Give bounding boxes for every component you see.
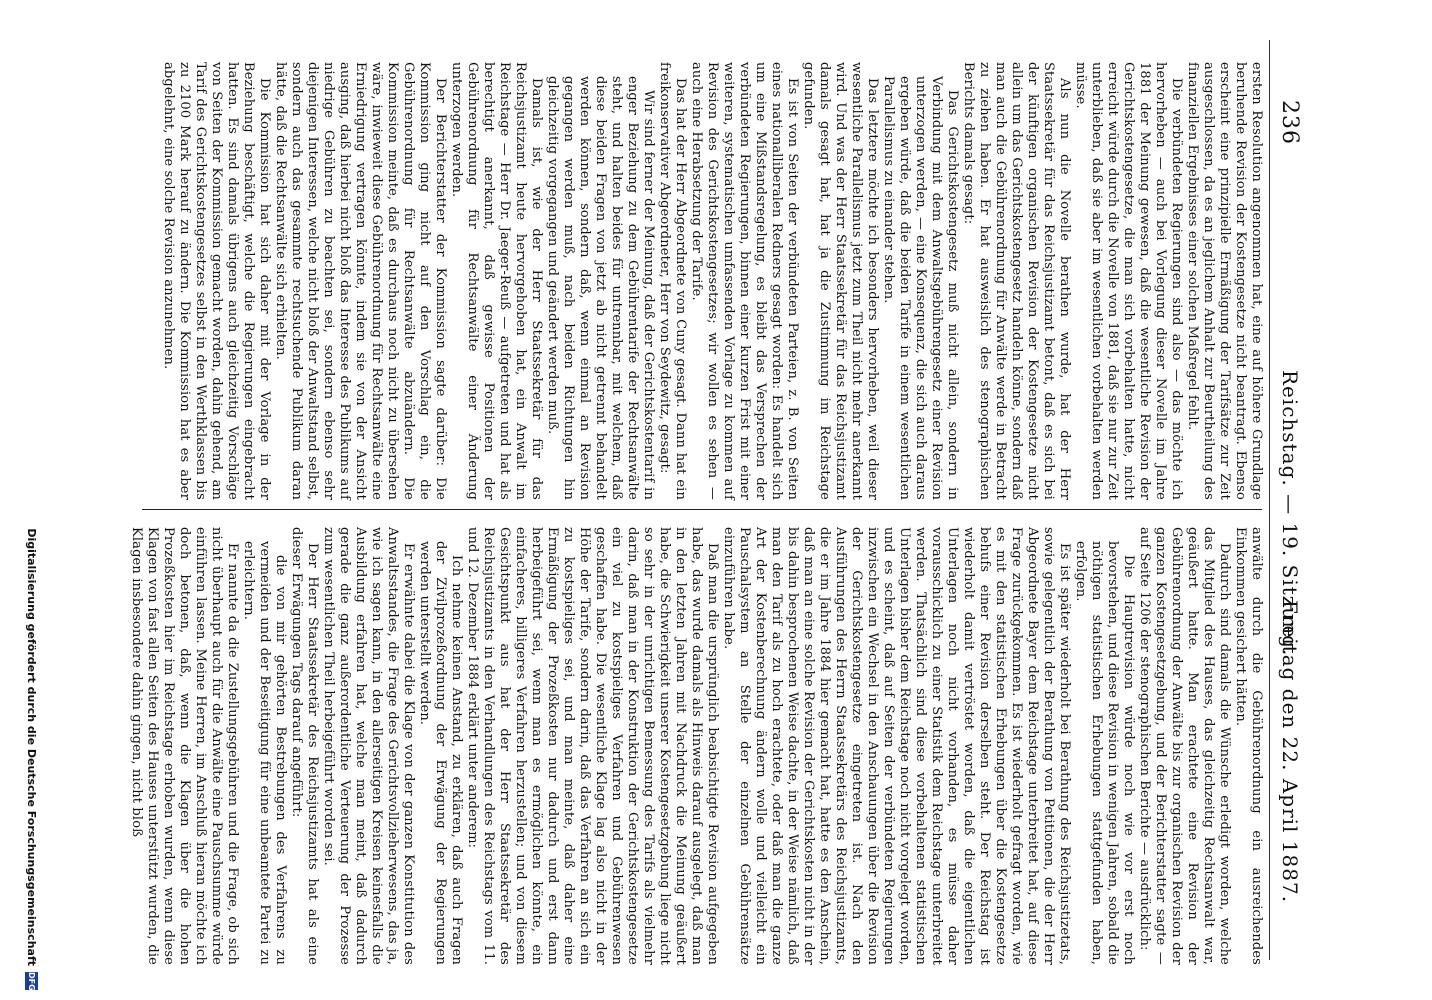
digitization-credit: Digitalisierung gefördert durch die Deutsche Forschungsgemeinschaft [25, 528, 38, 966]
paragraph: Als nun die Novelle berathen wurde, hat der Herr Staatssekretär für das Reichsjustizamt betont, daß es sich bei der künftigen organischen Revision der Kostengesetze nicht allein um das Gerichtskostengesetz handeln könne, sondern daß man auch die Gebührenordnung für Anwälte werde in Betracht zu ziehen haben. Er hat ausweislich des stenographischen Berichts damals gesagt: [961, 62, 1072, 500]
text-column-right [129, 527, 1264, 965]
dfg-logo-icon: DFG [27, 972, 36, 991]
page-number: 236 [1277, 100, 1302, 145]
paragraph: Das letztere möchte ich besonders hervorheben, weil dieser wesentliche Parallelismus jetzt zum Theil nicht mehr anerkannt wird. Und was der Herr Staatssekretär für das Reichsjustizamt damals gesagt hat, hat ja die Zustimmung im Reichstage gefunden. [801, 62, 880, 500]
header-title: Reichstag. — 19. Sitzung. [1278, 370, 1302, 657]
paragraph: Es ist von Seiten der verbündeten Parteien, z. B. von Seiten eines nationalliberalen Redners gesagt worden: Es handelt sich um eine Mißstandsregelung, es bleibt das Versprechen der verbündeten Regierungen, binnen einer kurzen Frist mit einer weiteren, systematischen umfassenden Vorlage zu kommen auf Revision des Gerichtskostengesetzes; wir wollen es sehen — auch eine Herabsetzung der Tarife. [689, 62, 800, 500]
paragraph: Der Herr Staatssekretär des Reichsjustizamts hat als eine dieser Erwägungen Tags darauf angeführt: [289, 527, 320, 965]
page-header [1269, 40, 1306, 960]
paragraph: die von mir gehörten Bestrebungen des Verfahrens zu vermeiden und der Beseitigung für eine unbeamtete Partei zu erleichtern. [241, 541, 288, 965]
paragraph: Er nannte da die Zustellungsgebühren und die Frage, ob sich nicht überhaupt auch für die Anwälte eine Pauschsumme würde einführen lassen. Meine Herren, im Anschluß hieran möchte ich doch betonen, daß, wenn die Klagen über die hohen Prozeßkosten hier im Reichstage erhoben wurden, wenn diese Klagen von fast allen Seiten des Hauses unterstützt wurden, die Klagen insbesondere dahin gingen, nicht bloß [129, 527, 240, 965]
paragraph: Daß man die ursprünglich beabsichtigte Revision aufgegeben habe, das wurde damals als Hinweis darauf ausgelegt, daß man in den letzten Jahren mit Nachdruck die Meinung geäußert habe, die Schwierigkeit unserer Kostengesetzgebung liege nicht so sehr in der unrichtigen Bemessung des Tarifs als vielmehr darin, daß man in der Konstruktion der Gerichtskostengesetze ein viel zu kostspieliges Verfahren und Gebührenwesen geschaffen habe. Die wesentliche Klage lag also nicht in der Höhe der Tarife, sondern darin, daß das Verfahren an sich ein zu kostspieliges sei, und man meinte, daß daher eine Ermäßigung der Prozeßkosten nur dadurch und erst dann herbeigeführt sei, wenn man es ermöglichen könnte, ein einfacheres, billigeres Verfahren herzustellen; und von diesem Gesichtspunkt aus hat der Herr Staatssekretär des Reichsjustizamts in den Verhandlungen des Reichstags vom 11. und 12. Dezember 1884 erklärt unter anderem: [465, 527, 720, 965]
paragraph: Die Hauptrevision würde noch wie vor erst noch bevorstehen, und diese Revision in wenigen Jahren, sobald die nöthigen statistischen Erhebungen stattgefunden haben, erfolgen. [1073, 541, 1136, 965]
paragraph: Ich nehme keinen Anstand, zu erklären, daß auch Fragen der Zivilprozeßordnung der Erwägung der Regierungen werden unterstellt werden. [417, 541, 464, 965]
header-date: Freitag den 22. April 1887. [1278, 600, 1302, 904]
paragraph: Wir sind ferner der Meinung, daß der Gerichtskostentarif in enger Beziehung zu dem Gebührentarife der Rechtsanwälte steht, und halten beides für untrennbar, mit welchem, daß diese beiden Fragen von jetzt ab nicht getrennt behandelt werden können, sondern daß, wenn einmal an Revision gegangen werden muß, nach beiden Richtungen hin gleichzeitig vorgegangen und geändert werden muß. [545, 76, 656, 500]
paragraph: Die verbündeten Regierungen sind also — das möchte ich hervorheben — auch bei Vorlegung dieser Novelle im Jahre 1881 der Meinung gewesen, daß die wesentliche Revision der Gerichtskostengesetze, die man sich vorbehalten hatte, nicht erreicht würde durch die Novelle von 1881, daß sie nur zur Zeit unterblieben, daß sie aber im wesentlichen vorbehalten werden müsse. [1073, 62, 1184, 500]
paragraph: anwälte durch die Gebührenordnung ein ausreichendes Einkommen gesichert hätten. [1233, 527, 1264, 965]
paragraph: ersten Resolution angenommen hat, eine auf höhere Grundlage beruhende Revision der Kostengesetze nicht beantragt. Ebenso erscheint eine prinzipielle Ermäßigung der Tarifsätze zur Zeit ausgeschlossen, da es an jeglichem Anhalt zur Beurtheilung des finanziellen Ergebnisses einer solchen Maßregel fehlt. [1185, 62, 1264, 500]
page-footer [12, 0, 52, 1000]
paragraph: Damals ist, wie der Herr Staatssekretär für das Reichsjustizamt heute hervorgehoben hat, ein Anwalt im Reichstage — Herr Dr. Jaeger-Reuß — aufgetreten und hat als berechtigt anerkannt, daß gewisse Positionen der Gebührenordnung für Rechtsanwälte einer Änderung unterzogen werden. [449, 62, 544, 500]
paragraph: Dadurch sind damals die Wünsche erledigt worden, welche das Mitglied des Hauses, das gleichzeitig Rechtsanwalt war, geäußert hatte. Man erachtete eine Revision der Gebührenordnung der Anwälte bis zur organischen Revision der ganzen Kostengesetzgebung, und der Berichterstatter sagte — auf Seite 1206 der stenographischen Berichte — ausdrücklich: [1137, 527, 1232, 965]
paragraph: Es ist später wiederholt bei Berathung des Reichsjustizetats, sowie gelegentlich der Berathung von Petitionen, die der Herr Abgeordnete Bayer dem Reichstage unterbreitet hat, auf diese Frage zurückgekommen. Es ist wiederholt gefragt worden, wie es mit den statistischen Erhebungen über die Kostengesetze behufs einer Revision derselben steht. Der Reichstag ist wiederholt damit vertröstet worden, daß die eigentlichen Unterlagen noch nicht vorhanden, es müsse daher vorausschicklich zu einer Statistik dem Reichstage unterbreitet werden. Thatsächlich sind diese vorbehaltenen statistischen Unterlagen bisher dem Reichstage noch nicht vorgelegt worden, und es scheint, daß auf Seiten der verbündeten Regierungen inzwischen ein Wechsel in den Anschauungen über die Revision der Gerichtskostengesetze eingetreten ist. Nach den Ausführungen des Herrn Staatssekretärs des Reichsjustizamts, die er im Jahre 1884 hier gemacht hat, hatte es den Anschein, daß man an eine solche Revision der Gerichtskosten nicht in der bis dahin besprochenen Weise dachte, in der Weise nämlich, daß man den Tarif als zu hoch erachtete, oder daß man die ganze Art der Kostenberechnung ändern wolle und vielleicht ein Pauschalsystem an Stelle der einzelnen Gebührensätze einzuführen habe. [721, 527, 1072, 965]
paragraph: Das hat der Herr Abgeordnete von Cuny gesagt. Dann hat ein freikonservativer Abgeordneter, Herr von Seydewitz, gesagt: [657, 62, 688, 500]
column-divider [142, 509, 1262, 510]
paragraph: Er erwähnte dabei die Klage von der ganzen Konstitution des Anwaltsstandes, die Frage des Gerichtsvollzieherwesens, das ja, wie ich sagen kann, in den allerseitigen Kreisen keinesfalls die Ausbildung erfahren hat, welche man meint, daß dadurch gerade die ganz außerordentliche Verteuerung der Prozesse zum wesentlichen Theil herbeigeführt worden sei. [321, 527, 416, 965]
paragraph: Das Gerichtskostengesetz muß nicht allein, sondern in Verbindung mit dem Anwaltsgebührengesetz einer Revision unterzogen werden, — eine Konsequenz, die sich auch daraus ergeben würde, daß die beiden Tarife in einem wesentlichen Parallelismus zu einander stehen. [881, 76, 960, 500]
paragraph: Die Kommission hat sich daher mit der Vorlage in der Beziehung beschäftigt, welche die Regierungen eingebracht hatten. Es sind damals übrigens auch gleichzeitig Vorschläge von Seiten der Kommission gemacht worden, dahin gehend, am Tarif des Gerichtskostengesetzes selbst in den Werthklassen bis zu 2100 Mark herauf zu ändern. Die Kommission hat es aber abgelehnt, eine solche Revision anzunehmen. [161, 62, 272, 500]
paragraph: Der Berichterstatter der Kommission sagte darüber: Die Kommission ging nicht auf den Vorschlag ein, die Gebührenordnung für Rechtsanwälte abzuändern. Die Kommission meinte, daß es durchaus noch nicht zu übersehen wäre, inwieweit diese Gebührenordnung für Rechtsanwälte eine Erniedrigung vertragen könnte, indem sie von der Ansicht ausging, daß hierbei nicht bloß das Interesse des Publikums auf niedrige Gebühren zu beachten sei, sondern ebenso sehr diejenigen Interessen, welche nicht bloß der Anwaltstand selbst, sondern auch das gesammte rechtsuchende Publikum daran hätte, daß die Rechtsanwälte sich erhielten. [273, 62, 448, 500]
text-column-left [134, 62, 1264, 500]
